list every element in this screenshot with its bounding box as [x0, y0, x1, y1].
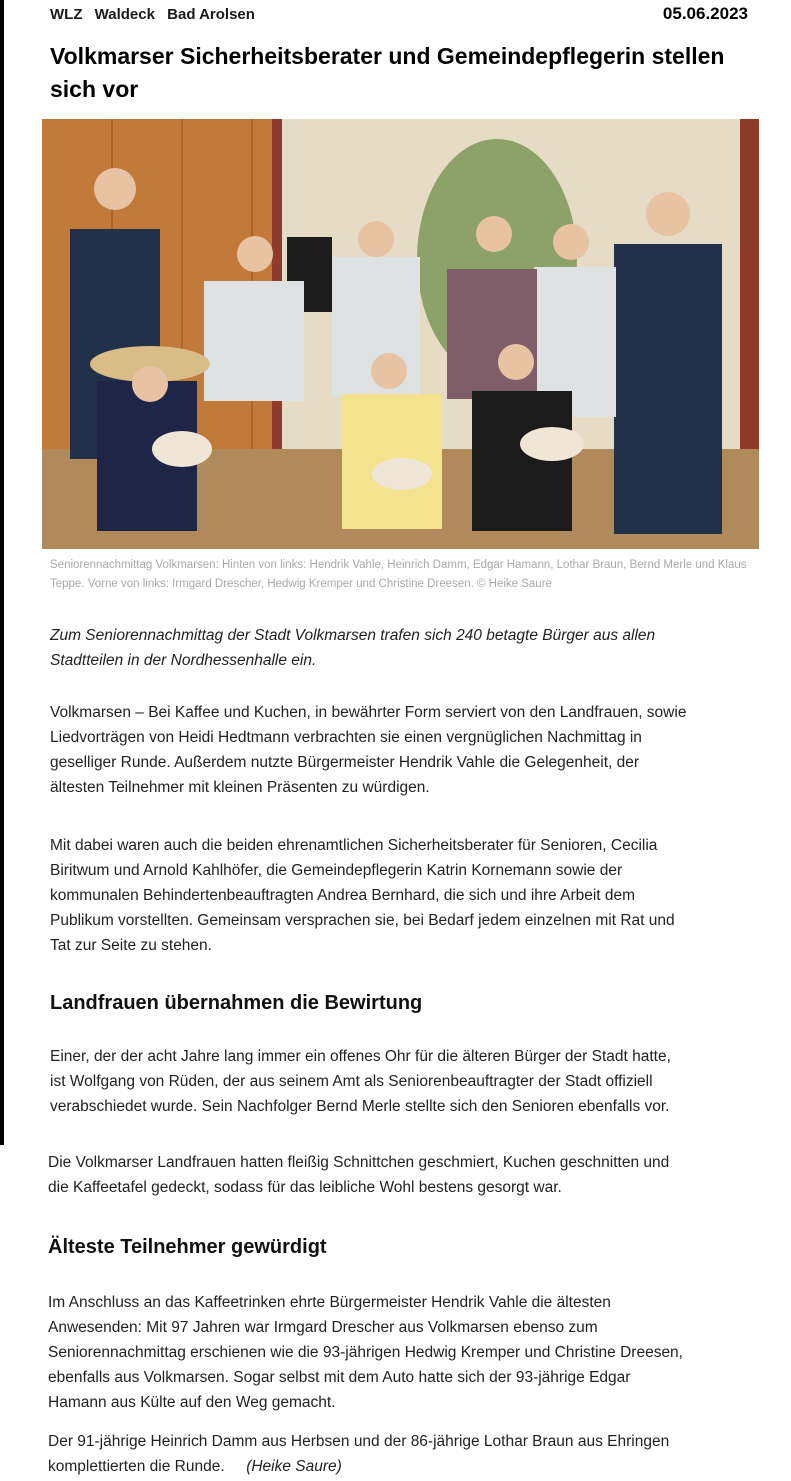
paragraph: Volkmarsen – Bei Kaffee und Kuchen, in bewährter Form serviert von den Landfrauen, sowie Liedvorträgen von Heidi Hedtmann verbrachten sie einen vergnüglichen Nachmittag in geselliger Runde. Außerdem nutzte Bürgermeister Hendrik Vahle die Gelegenheit, der ältesten Teilnehmer mit kleinen Präsenten zu würdigen. [50, 704, 687, 796]
paragraph: Die Volkmarser Landfrauen hatten fleißig Schnittchen geschmiert, Kuchen geschnitten und die Kaffeetafel gedeckt, sodass für das leibliche Wohl bestens gesorgt war. [48, 1154, 670, 1196]
group-photo-illustration [42, 119, 759, 549]
photo-caption: Seniorennachmittag Volkmarsen: Hinten von links: Hendrik Vahle, Heinrich Damm, Edgar Hamann, Lothar Braun, Bernd Merle und Klaus Teppe. Vorne von links: Irmgard Drescher, Hedwig Kremper und Christine Dreesen. © Heike Saure [50, 559, 747, 590]
article-headline: Volkmarser Sicherheitsberater und Gemeindepflegerin stellen sich vor [50, 43, 725, 102]
author-credit: (Heike Saure) [246, 1458, 342, 1475]
page-edge-bar [0, 0, 4, 1145]
breadcrumb-item-waldeck[interactable]: Waldeck [94, 6, 155, 23]
publication-date: 05.06.2023 [662, 4, 748, 23]
paragraph [48, 1429, 688, 1479]
article-header [50, 6, 750, 28]
paragraph: Im Anschluss an das Kaffeetrinken ehrte Bürgermeister Hendrik Vahle die ältesten Anwesenden: Mit 97 Jahren war Irmgard Drescher aus Volkmarsen ebenso zum Seniorennachmittag erschienen wie die 93-jährigen Hedwig Kremper und Christine Dreesen, ebenfalls aus Volkmarsen. Sogar selbst mit dem Auto hatte sich der 93-jährige Edgar Hamann aus Külte auf den Weg gemacht. [48, 1294, 683, 1411]
subheading: Landfrauen übernahmen die Bewirtung [50, 992, 423, 1014]
subheading: Älteste Teilnehmer gewürdigt [48, 1236, 327, 1258]
breadcrumb-item-bad-arolsen[interactable]: Bad Arolsen [167, 6, 255, 23]
paragraph: Mit dabei waren auch die beiden ehrenamtlichen Sicherheitsberater für Senioren, Cecilia Biritwum und Arnold Kahlhöfer, die Gemeindepflegerin Katrin Kornemann sowie der kommunalen Behindertenbeauftragten Andrea Bernhard, die sich und ihre Arbeit dem Publikum vorstellten. Gemeinsam versprachen sie, bei Bedarf jedem einzelnen mit Rat und Tat zur Seite zu stehen. [50, 837, 675, 954]
article-photo [42, 119, 759, 549]
breadcrumb-item-wlz[interactable]: WLZ [50, 6, 83, 23]
paragraph-text: Der 91-jährige Heinrich Damm aus Herbsen und der 86-jährige Lothar Braun aus Ehringen komplettierten die Runde. [48, 1433, 670, 1475]
article-lead: Zum Seniorennachmittag der Stadt Volkmarsen trafen sich 240 betagte Bürger aus allen Stadtteilen in der Nordhessenhalle ein. [50, 627, 656, 669]
breadcrumb [50, 6, 263, 23]
paragraph: Einer, der der acht Jahre lang immer ein offenes Ohr für die älteren Bürger der Stadt hatte, ist Wolfgang von Rüden, der aus seinem Amt als Seniorenbeauftragter der Stadt offiziell verabschiedet wurde. Sein Nachfolger Bernd Merle stellte sich den Senioren ebenfalls vor. [50, 1048, 671, 1115]
